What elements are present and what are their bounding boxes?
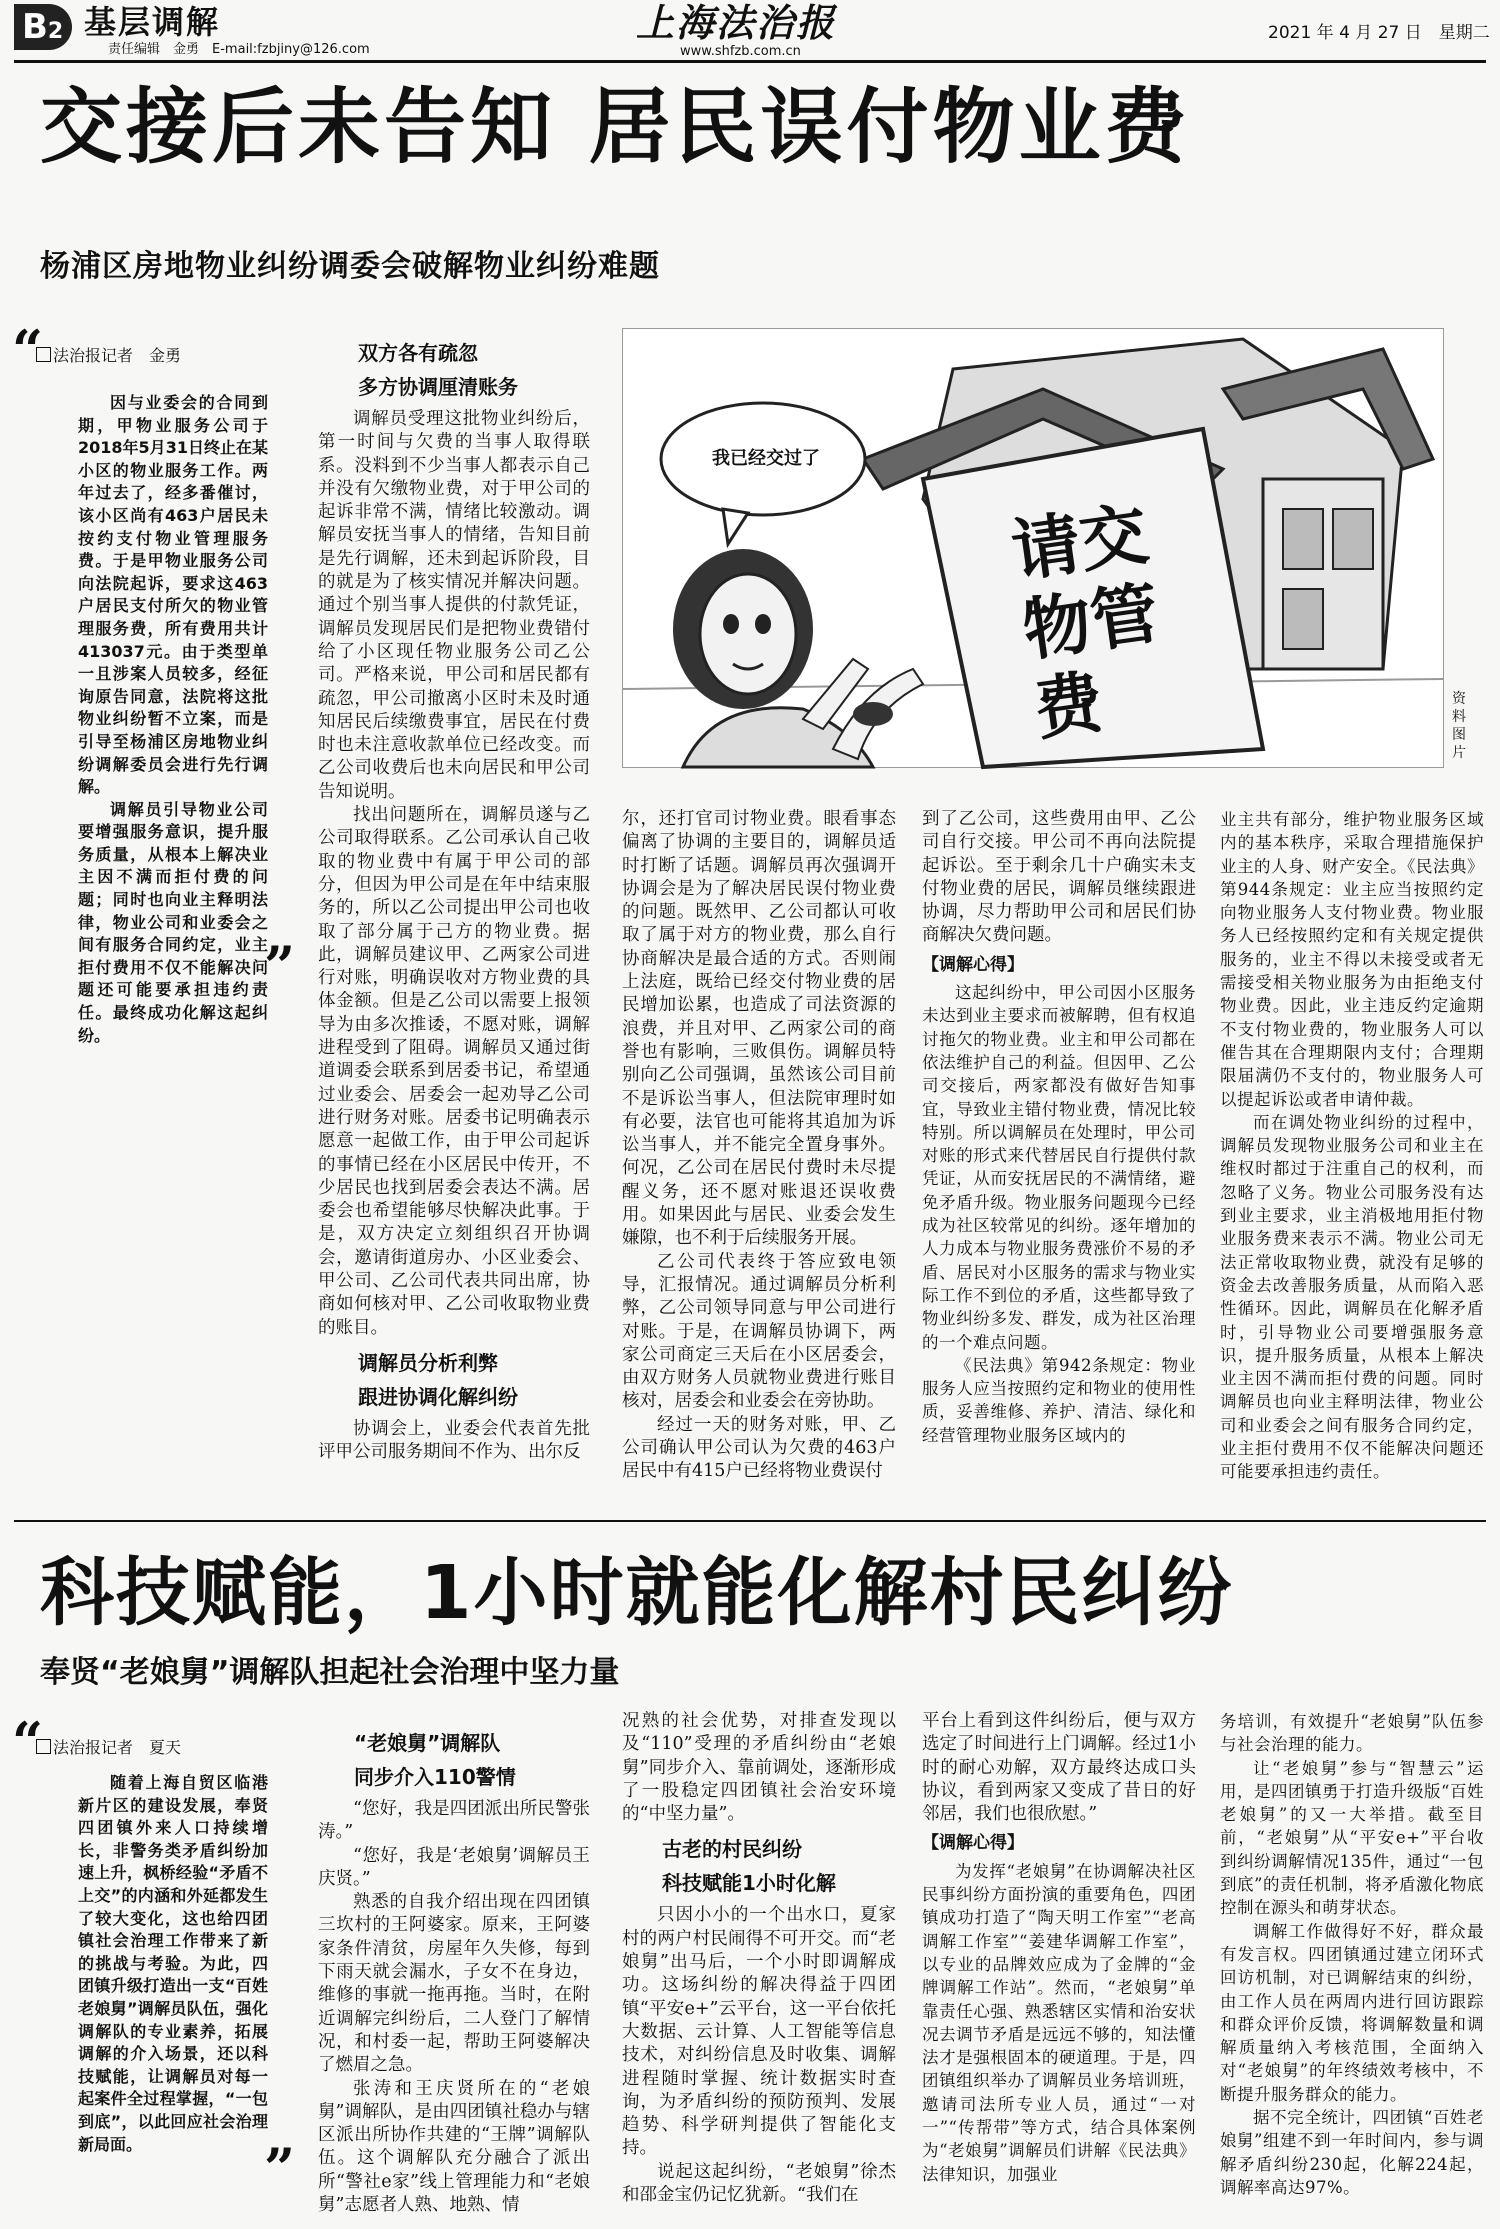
article1-c3p2: 乙公司代表终于答应致电领导，汇报情况。通过调解员分析利弊，乙公司领导同意与甲公司进行对账。于是，在调解员协调下，两家公司商定三天后在小区居委会，由双方财务人员就物业费进行账目核对，居委会和业委会在旁协助。 — [622, 1251, 896, 1412]
paper-name: 上海法治报 — [636, 0, 837, 45]
article1-tip-tag: 【调解心得】 — [922, 954, 1024, 975]
page-badge-number: 2 — [47, 19, 64, 44]
article2-c2p3: 熟悉的自我介绍出现在四团镇三坎村的王阿婆家。原来，王阿婆家条件清贫，房屋年久失修，每到下雨天就会漏水，子女不在身边，维修的事就一拖再拖。当时，在附近调解完纠纷后，二人登门了解情况，和村委一起，帮助王阿婆解决了燃眉之急。 — [318, 1892, 590, 2076]
article2-tip-tag: 【调解心得】 — [922, 1833, 1024, 1854]
article2-byline — [36, 1736, 316, 1760]
article1-headline: 交接后未告知 居民误付物业费 — [40, 80, 1191, 175]
article1-lead — [78, 392, 268, 1045]
article1-subhead1-line1: 双方各有疏忽 — [358, 341, 478, 365]
article1-c4p1: 到了乙公司，这些费用由甲、乙公司自行交接。甲公司不再向法院提起诉讼。至于剩余几十户确实未支付物业费的居民，调解员继续跟进协调，尽力帮助甲公司和居民们协商解决欠费问题。 — [922, 809, 1196, 946]
image-credit: 资料图片 — [1452, 691, 1466, 761]
article2-c2p1: “您好，我是四团派出所民警张涛。” — [318, 1799, 590, 1843]
article1-col4 — [922, 808, 1196, 1500]
article2-c5p3: 调解工作做得好不好，群众最有发言权。四团镇通过建立闭环式回访机制，对已调解结束的纠纷，由工作人员在两周内进行回访跟踪和群众评价反馈，将调解数量和调解质量纳入考核范围，全面纳入对“老娘舅”的年终绩效考核中，不断提升服务群众的能力。 — [1220, 1921, 1484, 2104]
cartoon-sign-text: 请交物管费 — [1007, 495, 1165, 751]
article1-lead-p2: 调解员引导物业公司要增强服务意识，提升服务质量，从根本上解决业主因不满而拒付费的问题；同时也向业主释明法律，物业公司和业委会之间有服务合同约定，业主拒付费用不仅不能解决问题还可能要承担违约责任。最终成功化解这起纠纷。 — [78, 799, 268, 1045]
open-quote-icon: “ — [12, 318, 44, 382]
article2-c4p2: 为发挥“老娘舅”在协调解决社区民事纠纷方面扮演的重要角色，四团镇成功打造了“陶天明工作室”“老高调解工作室”“姜建华调解工作室”，以专业的品牌效应成为了金牌的“金牌调解工作站”。然而，“老娘舅”单靠责任心强、熟悉辖区实情和治安状况去调节矛盾是远远不够的，知法懂法才是强根固本的硬道理。于是，四团镇组织举办了调解员业务培训班，邀请司法所专业人员，通过“一对一”“传帮带”等方式，结合具体案例为“老娘舅”调解员们讲解《民法典》法律知识，加强业 — [922, 1861, 1196, 2184]
article1-c4p3: 《民法典》第942条规定：物业服务人应当按照约定和物业的使用性质，妥善维修、养护、清洁、绿化和经营管理物业服务区域内的 — [922, 1355, 1196, 1445]
section-name: 基层调解 — [84, 3, 221, 41]
issue-date: 2021 年 4 月 27 日 星期二 — [1268, 23, 1490, 43]
masthead-rule — [14, 60, 1486, 63]
article2-c3p1: 况熟的社会优势，对排查发现以及“110”受理的矛盾纠纷由“老娘舅”同步介入、靠前调处，逐渐形成了一股稳定四团镇社会治安环境的“中坚力量”。 — [622, 1711, 896, 1825]
article2-subhead2-line1: 古老的村民纠纷 — [662, 1837, 802, 1862]
article2-headline: 科技赋能，1小时就能化解村民纠纷 — [40, 1550, 1234, 1636]
article2-c4p1: 平台上看到这件纠纷后，便与双方选定了时间进行上门调解。经过1小时的耐心劝解，双方最终达成口头协议，看到两家又变成了昔日的好邻居，我们也很欣慰。” — [922, 1711, 1196, 1825]
article2-c5p1: 务培训，有效提升“老娘舅”队伍参与社会治理的能力。 — [1220, 1712, 1484, 1755]
page-badge — [14, 4, 72, 50]
article2-lead — [78, 1772, 268, 2152]
article1-byline — [36, 344, 316, 368]
article2-lead-p: 随着上海自贸区临港新片区的建设发展，奉贤四团镇外来人口持续增长，非警务类矛盾纠纷加速上升，枫桥经验“矛盾不上交”的内涵和外延都发生了较大变化，这也给四团镇社会治理工作带来了新的挑战与考验。为此，四团镇升级打造出一支“百姓老娘舅”调解员队伍，强化调解队的专业素养，拓展调解的介入场景，还以科技赋能，让调解员对每一起案件全过程掌握，“一包到底”，以此回应社会治理新局面。 — [78, 1773, 268, 2154]
paper-url: www.shfzb.com.cn — [680, 44, 801, 59]
article2-subhead2-line2: 科技赋能1小时化解 — [662, 1871, 836, 1896]
article1-c2p3: 协调会上，业委会代表首先批评甲公司服务期间不作为、出尔反 — [318, 1418, 590, 1463]
editor-line — [108, 42, 370, 58]
article1-c3p1: 尔，还打官司讨物业费。眼看事态偏离了协调的主要目的，调解员适时打断了话题。调解员再次强调开协调会是为了解决居民误付物业费的问题。既然甲、乙公司都认可收取了属于对方的物业费，那么自行协商解决是最合适的方式。否则闹上法庭，既给已经交付物业费的居民增加讼累，也造成了司法资源的浪费，并且对甲、乙两家公司的商誉也有影响，三败俱伤。调解员特别向乙公司强调，虽然该公司目前不是诉讼当事人，但法院审理时如有必要，法官也可能将其追加为诉讼当事人，并不能完全置身事外。何况，乙公司在居民付费时未尽提醒义务，还不愿对账退还误收费用。如果因此与居民、业委会发生嫌隙，也不利于后续服务开展。 — [622, 809, 896, 1249]
article1-c5p2: 而在调处物业纠纷的过程中，调解员发现物业服务公司和业主在维权时都过于注重自己的权利，而忽略了义务。物业公司服务没有达到业主要求，业主消极地用拒付物业服务费来表示不满。物业公司无法正常收取物业费，就没有足够的资金去改善服务质量，从而陷入恶性循环。因此，调解员在化解矛盾时，引导物业公司要增强服务意识，提升服务质量，从根本上解决业主因不满而拒付费的问题。同时调解员也向业主释明法律，物业公司和业委会之间有服务合同约定，业主拒付费用不仅不能解决问题还可能要承担违约责任。 — [1220, 1112, 1484, 1482]
article1-c3p3: 经过一天的财务对账，甲、乙公司确认甲公司认为欠费的463户居民中有415户已经将物业费误付 — [622, 1414, 896, 1482]
article2-c5p4: 据不完全统计，四团镇“百姓老娘舅”组建不到一年时间内，参与调解矛盾纠纷230起，化解224起，调解率高达97%。 — [1220, 2108, 1484, 2197]
editor-name: 责任编辑 金勇 — [108, 42, 200, 57]
article1-subtitle: 杨浦区房地物业纠纷调委会破解物业纠纷难题 — [40, 249, 660, 284]
article1-byline-text: 法治报记者 金勇 — [53, 346, 182, 365]
article1-col3 — [622, 808, 896, 1500]
article2-c3p2: 只因小小的一个出水口，夏家村的两户村民闹得不可开交。而“老娘舅”出马后，一个小时即调解成功。这场纠纷的解决得益于四团镇“平安e+”云平台，这一平台依托大数据、云计算、人工智能等信息技术，对纠纷信息及时收集、调解进程随时掌握、统计数据实时查询，为矛盾纠纷的预防预判、发展趋势、科学研判提供了智能化支持。 — [622, 1905, 896, 2159]
article2-subhead1-line1: “老娘舅”调解队 — [354, 1731, 501, 1755]
editor-email: E-mail:fzbjiny@126.com — [212, 42, 370, 57]
article2-col2 — [318, 1720, 590, 2225]
article1-c2p2: 找出问题所在，调解员遂与乙公司取得联系。乙公司承认自己收取的物业费中有属于甲公司的部分，但因为甲公司是在年中结束服务的，所以乙公司提出甲公司也收取了部分属于己方的物业费。据此，调解员建议甲、乙两家公司进行对账，明确误收对方物业费的具体金额。但是乙公司以需要上报领导为由多次推诿，不愿对账，调解进程受到了阻碍。调解员又通过街道调委会联系到居委书记，希望通过业委会、居委会一起劝导乙公司进行财务对账。居委书记明确表示愿意一起做工作，由于甲公司起诉的事情已经在小区居民中传开，不少居民也找到居委会表达不满。居委会也希望能够尽快解决此事。于是，双方决定立刻组织召开协调会，邀请街道房办、小区业委会、甲公司、乙公司代表共同出席，协商如何核对甲、乙公司收取物业费的账目。 — [318, 805, 590, 1338]
article1-lead-p1: 因与业委会的合同到期，甲物业服务公司于2018年5月31日终止在某小区的物业服务工作。两年过去了，经多番催讨，该小区尚有463户居民未按约支付物业管理服务费。于是甲物业服务公司向法院起诉，要求这463户居民支付所欠的物业管理服务费，所有费用共计413037元。由于类型单一且涉案人员较多，经征询原告同意，法院将这批物业纠纷暂不立案，而是引导至杨浦区房地物业纠纷调解委员会进行先行调解。 — [78, 393, 268, 797]
page-badge-letter: B — [22, 7, 48, 47]
article1-subhead1 — [358, 336, 590, 404]
byline-square-icon — [36, 347, 51, 362]
article1-c5p1: 业主共有部分，维护物业服务区域内的基本秩序，采取合理措施保护业主的人身、财产安全。《民法典》第944条规定：业主应当按照约定向物业服务人支付物业费。物业服务人已经按照约定和有关规定提供服务的，业主不得以未接受或者无需接受相关物业服务为由拒绝支付物业费。因此，业主违反约定逾期不支付物业费的，物业服务人可以催告其在合理期限内支付；合理期限届满仍不支付的，物业服务人可以提起诉讼或者申请仲裁。 — [1220, 810, 1484, 1109]
open-quote-icon-2: “ — [12, 1710, 44, 1774]
cartoon-illustration — [622, 328, 1444, 768]
article2-byline-text: 法治报记者 夏天 — [53, 1738, 182, 1757]
close-quote-icon: ” — [264, 934, 296, 998]
article2-subhead1-line2: 同步介入110警情 — [354, 1765, 516, 1789]
close-quote-icon-2: ” — [264, 2136, 296, 2200]
article2-subtitle: 奉贤“老娘舅”调解队担起社会治理中坚力量 — [40, 1655, 620, 1690]
article2-subhead2 — [662, 1832, 896, 1900]
article2-c5p2: 让“老娘舅”参与“智慧云”运用，是四团镇勇于打造升级版“百姓老娘舅”的又一大举措。截至目前，“老娘舅”从“平安e+”平台收到纠纷调解情况135件，通过“一包到底”的责任机制，将矛盾激化物底控制在源头和萌芽状态。 — [1220, 1758, 1484, 1918]
article1-subhead2 — [358, 1346, 590, 1414]
article1-subhead1-line2: 多方协调厘清账务 — [358, 375, 518, 399]
article2-c2p2: “您好，我是‘老娘舅’调解员王庆贤。” — [318, 1845, 590, 1889]
article2-col3 — [622, 1710, 896, 2225]
masthead — [0, 0, 1500, 60]
article1-col5 — [1220, 808, 1484, 1500]
article1-col2 — [318, 330, 590, 1500]
article1-subhead2-line2: 跟进协调化解纠纷 — [358, 1384, 518, 1409]
cartoon-bubble-text: 我已经交过了 — [712, 448, 820, 469]
article2-col5 — [1220, 1710, 1484, 2225]
byline-square-icon-2 — [36, 1739, 51, 1754]
article2-col4 — [922, 1710, 1196, 2225]
article2-c2p4: 张涛和王庆贤所在的“老娘舅”调解队，是由四团镇社稳办与辖区派出所协作共建的“王牌”调解队伍。这个调解队充分融合了派出所“警社e家”线上管理能力和“老娘舅”志愿者人熟、地熟、情 — [318, 2078, 590, 2216]
article1-c4p2: 这起纠纷中，甲公司因小区服务未达到业主要求而被解聘，但有权追讨拖欠的物业费。业主和甲公司都在依法维护自己的利益。但因甲、乙公司交接后，两家都没有做好告知事宜，导致业主错付物业费，情况比较特别。所以调解员在处理时，甲公司对账的形式来代替居民自行提供付款凭证，从而安抚居民的不满情绪，避免矛盾升级。物业服务问题现今已经成为社区较常见的纠纷。逐年增加的人力成本与物业服务费涨价不易的矛盾、居民对小区服务的需求与物业实际工作不到位的矛盾，这些都导致了物业纠纷多发、群发，成为社区治理的一个难点问题。 — [922, 983, 1196, 1352]
article1-c2p1: 调解员受理这批物业纠纷后，第一时间与欠费的当事人取得联系。没料到不少当事人都表示自己并没有欠缴物业费，对于甲公司的起诉非常不满，情绪比较激动。调解员安抚当事人的情绪，告知目前是先行调解，还未到起诉阶段，目的就是为了核实情况并解决问题。通过个别当事人提供的付款凭证，调解员发现居民们是把物业费错付给了小区现任物业服务公司乙公司。严格来说，甲公司和居民都有疏忽，甲公司撤离小区时未及时通知居民后续缴费事宜，居民在付费时也未注意收款单位已经改变。而乙公司收费后也未向居民和甲公司告知说明。 — [318, 409, 590, 802]
article-divider — [14, 1520, 1486, 1522]
article2-c3p3: 说起这起纠纷，“老娘舅”徐杰和邵金宝仍记忆犹新。“我们在 — [622, 2161, 896, 2206]
article1-subhead2-line1: 调解员分析利弊 — [358, 1350, 498, 1375]
article2-subhead1 — [354, 1726, 590, 1794]
